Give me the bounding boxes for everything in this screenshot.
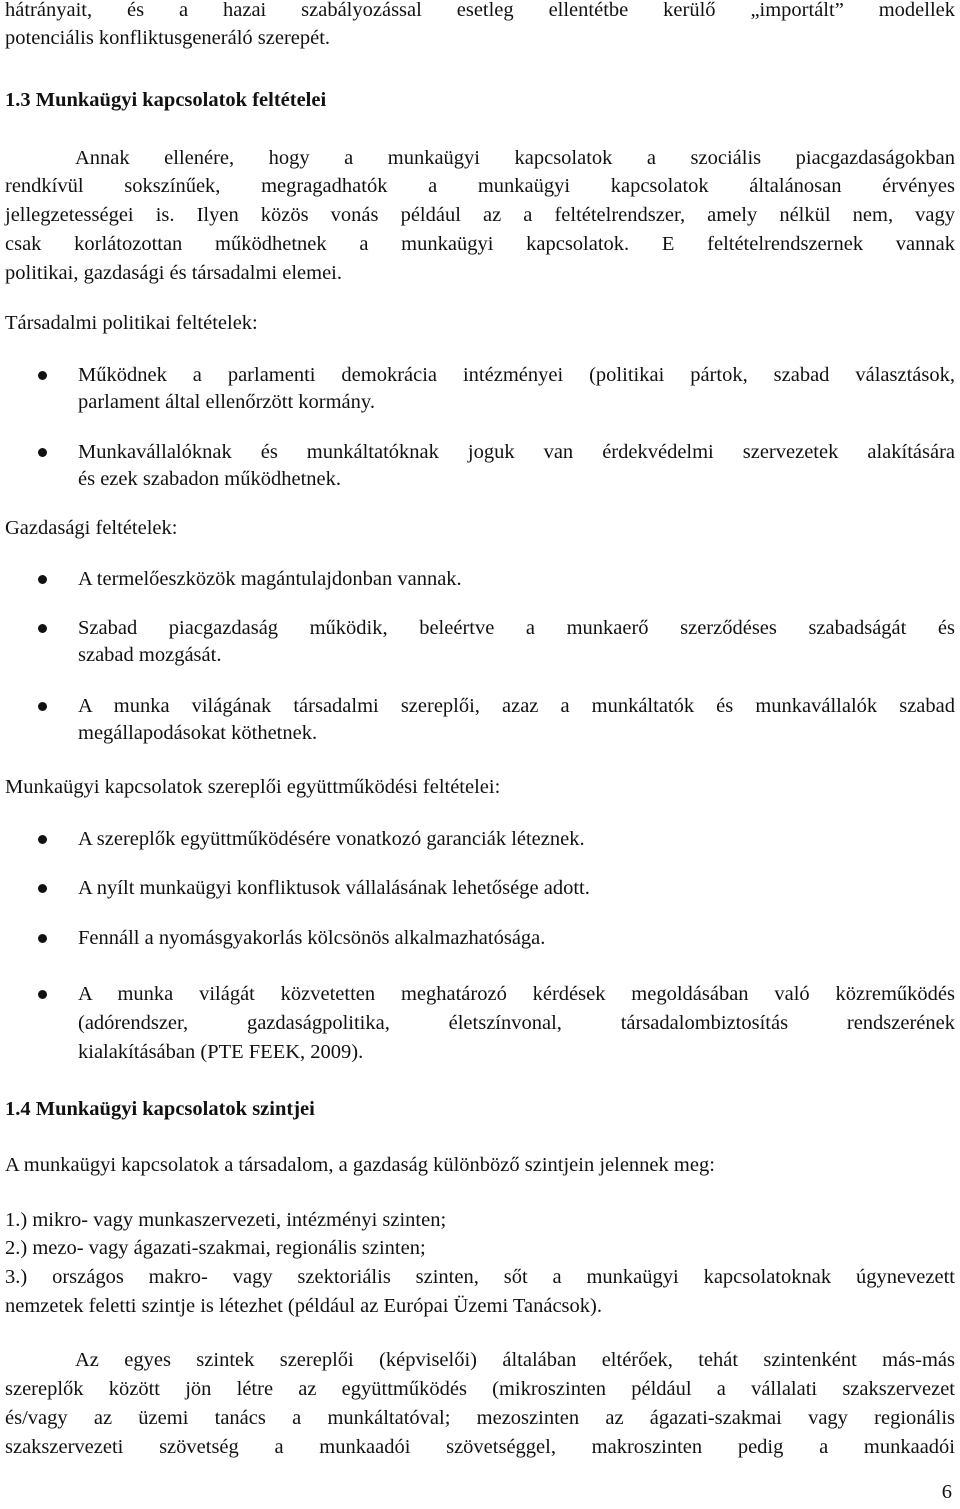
paragraph-line: szakszervezeti szövetség a munkaadói szövetséggel, makroszinten pedig a munkaadói [5, 1436, 955, 1458]
list-item-line: és ezek szabadon működhetnek. [78, 468, 341, 490]
level-item: 2.) mezo- vagy ágazati-szakmai, regionális szinten; [5, 1237, 426, 1259]
paragraph-line: politikai, gazdasági és társadalmi elemei. [5, 262, 342, 284]
bullet-icon [38, 884, 47, 893]
page-number: 6 [941, 1481, 952, 1503]
bullet-icon [38, 371, 47, 380]
list-item-line: A szereplők együttműködésére vonatkozó garanciák léteznek. [78, 828, 585, 850]
section-heading-1-3: 1.3 Munkaügyi kapcsolatok feltételei [5, 89, 327, 111]
bullet-icon [38, 448, 47, 457]
paragraph-line: Az egyes szintek szereplői (képviselői) általában eltérőek, tehát szintenként más-más [75, 1349, 955, 1371]
paragraph-line: csak korlátozottan működhetnek a munkaügyi kapcsolatok. E feltételrendszernek vannak [5, 233, 955, 255]
paragraph-line: jellegzetességei is. Ilyen közös vonás például az a feltételrendszer, amely nélkül nem, vagy [5, 204, 955, 226]
paragraph-line: Annak ellenére, hogy a munkaügyi kapcsolatok a szociális piacgazdaságokban [75, 147, 955, 169]
list-item-line: A munka világát közvetetten meghatározó kérdések megoldásában való közreműködés [78, 983, 955, 1005]
list-item-line: Működnek a parlamenti demokrácia intézményei (politikai pártok, szabad választások, [78, 364, 955, 386]
paragraph-line: rendkívül sokszínűek, megragadhatók a munkaügyi kapcsolatok általánosan érvényes [5, 175, 955, 197]
list-item-line: A nyílt munkaügyi konfliktusok vállalásának lehetősége adott. [78, 877, 590, 899]
intro-line-1: hátrányait, és a hazai szabályozással esetleg ellentétbe kerülő „importált” modellek [5, 0, 955, 21]
bullet-icon [38, 990, 47, 999]
bullet-icon [38, 575, 47, 584]
list-item-line: A termelőeszközök magántulajdonban vannak. [78, 568, 462, 590]
paragraph-line: és/vagy az üzemi tanács a munkáltatóval; mezoszinten az ágazati-szakmai vagy regionális [5, 1407, 955, 1429]
list-item-line: A munka világának társadalmi szereplői, azaz a munkáltatók és munkavállalók szabad [78, 695, 955, 717]
paragraph-line: szereplők között jön létre az együttműködés (mikroszinten például a vállalati szakszervezet [5, 1378, 955, 1400]
level-item: nemzetek feletti szintje is létezhet (például az Európai Üzemi Tanácsok). [5, 1295, 602, 1317]
level-item: 3.) országos makro- vagy szektoriális szinten, sőt a munkaügyi kapcsolatoknak úgynevezett [5, 1266, 955, 1288]
section-heading-1-4: 1.4 Munkaügyi kapcsolatok szintjei [5, 1098, 315, 1120]
cooperation-conditions-label: Munkaügyi kapcsolatok szereplői együttműködési feltételei: [5, 776, 501, 798]
levels-intro: A munkaügyi kapcsolatok a társadalom, a gazdaság különböző szintjein jelennek meg: [5, 1154, 715, 1176]
list-item-line: Fennáll a nyomásgyakorlás kölcsönös alkalmazhatósága. [78, 927, 546, 949]
list-item-line: parlament által ellenőrzött kormány. [78, 391, 375, 413]
economic-conditions-label: Gazdasági feltételek: [5, 517, 178, 539]
bullet-icon [38, 624, 47, 633]
list-item-line: Munkavállalóknak és munkáltatóknak joguk van érdekvédelmi szervezetek alakítására [78, 441, 955, 463]
bullet-icon [38, 835, 47, 844]
list-item-line: szabad mozgását. [78, 644, 222, 666]
list-item-line: Szabad piacgazdaság működik, beleértve a munkaerő szerződéses szabadságát és [78, 617, 955, 639]
political-conditions-label: Társadalmi politikai feltételek: [5, 312, 258, 334]
intro-line-2: potenciális konfliktusgeneráló szerepét. [5, 27, 331, 49]
list-item-line: megállapodásokat köthetnek. [78, 722, 318, 744]
bullet-icon [38, 702, 47, 711]
level-item: 1.) mikro- vagy munkaszervezeti, intézményi szinten; [5, 1209, 447, 1231]
list-item-line: kialakításában (PTE FEEK, 2009). [78, 1041, 364, 1063]
bullet-icon [38, 934, 47, 943]
list-item-line: (adórendszer, gazdaságpolitika, életszínvonal, társadalombiztosítás rendszerének [78, 1012, 955, 1034]
